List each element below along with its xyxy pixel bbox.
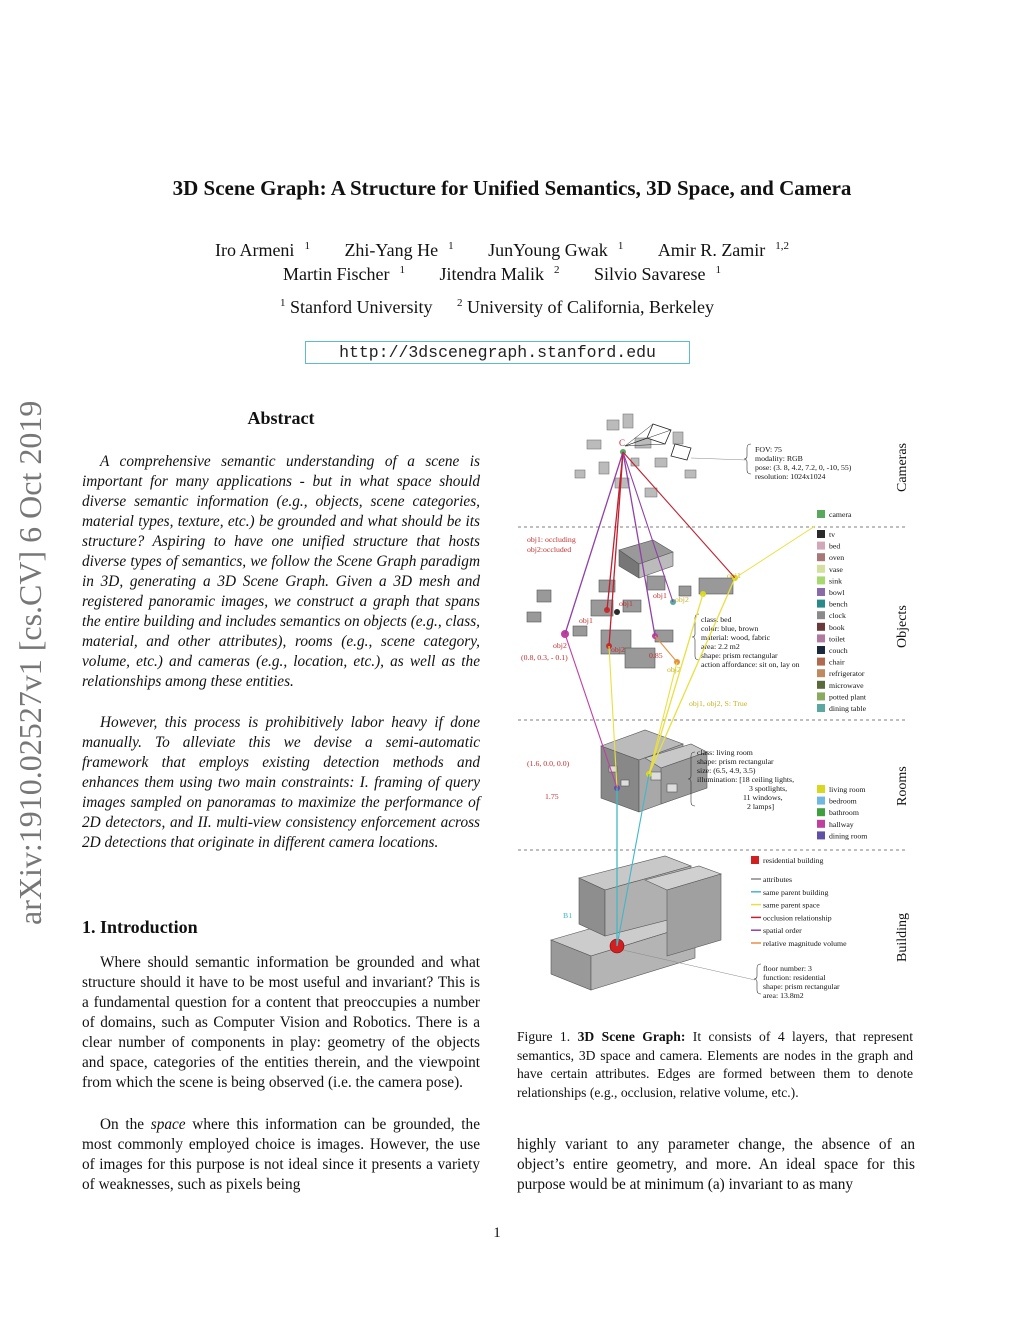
legend-label: bathroom — [829, 808, 859, 818]
legend-swatch — [817, 565, 825, 573]
layer-label-rooms: Rooms — [895, 766, 910, 806]
author-line-1 — [0, 240, 994, 261]
edge-legend — [751, 875, 847, 948]
room-attr: 11 windows, — [743, 793, 783, 802]
abstract-heading: Abstract — [247, 408, 315, 428]
legend-label: sink — [829, 576, 842, 586]
legend-swatch — [817, 576, 825, 584]
legend-swatch — [817, 588, 825, 596]
object-label: obj1 — [579, 616, 593, 625]
page-number: 1 — [493, 1225, 501, 1241]
legend-swatch — [817, 553, 825, 561]
object-label: obj1 — [653, 591, 667, 600]
object-label: obj2 — [675, 595, 689, 604]
legend-swatch — [817, 797, 825, 805]
room-legend — [817, 785, 867, 840]
room-attr: shape: prism rectangular — [697, 757, 774, 766]
legend-swatch — [817, 808, 825, 816]
legend-label: dining table — [829, 704, 867, 713]
legend-swatch — [817, 623, 825, 631]
object-label: obj2 — [611, 645, 625, 654]
camera-node-label: C — [619, 438, 626, 448]
author: Iro Armeni $^1$ — [214, 240, 310, 260]
building-attr: floor number: 3 — [763, 964, 812, 973]
object-label: obj1 — [619, 599, 633, 608]
legend-label: relative magnitude volume — [763, 939, 847, 948]
legend-label: clock — [829, 611, 846, 621]
room-attr: class: living room — [697, 748, 753, 757]
room-attr: illumination: [18 ceiling lights, — [697, 775, 795, 784]
legend-label: same parent space — [763, 900, 820, 910]
legend-swatch — [817, 600, 825, 608]
legend-swatch — [817, 646, 825, 654]
room-attr: 2 lamps] — [747, 802, 775, 811]
object-attr: area: 2.2 m2 — [701, 642, 740, 651]
legend-label: vase — [829, 564, 843, 574]
building-attr: shape: prism rectangular — [763, 982, 840, 991]
legend-swatch — [817, 634, 825, 642]
legend-label: book — [829, 622, 845, 632]
legend-label: same parent building — [763, 887, 829, 897]
affiliations — [0, 297, 994, 318]
author: Martin Fischer $^1$ — [283, 264, 405, 284]
affiliation: $^2$ University of California, Berkeley — [457, 297, 714, 317]
legend-label: tv — [829, 530, 836, 539]
camera-attr: modality: RGB — [755, 454, 803, 463]
legend-label: attributes — [763, 875, 793, 884]
object-label: obj2 — [553, 641, 567, 650]
legend-swatch — [817, 704, 825, 712]
object-coords: (0.8, 0.3, - 0.1) — [521, 653, 568, 662]
legend-swatch — [817, 658, 825, 666]
legend-label: bowl — [829, 588, 845, 597]
object-label: obj2 — [667, 665, 681, 674]
legend-label: bedroom — [829, 796, 857, 806]
legend-swatch — [817, 542, 825, 550]
legend-label: occlusion relationship — [763, 913, 832, 923]
camera-attr: FOV: 75 — [755, 445, 782, 454]
legend-label: potted plant — [829, 692, 867, 702]
camera-attr: resolution: 1024x1024 — [755, 472, 826, 481]
object-label: obj1 — [727, 571, 741, 580]
author: Amir R. Zamir $^{1,2}$ — [657, 240, 790, 260]
legend-swatch — [817, 692, 825, 700]
legend-swatch — [817, 785, 825, 793]
layer-label-cameras: Cameras — [895, 443, 910, 492]
object-legend — [817, 530, 867, 713]
scene-graph-figure — [515, 400, 915, 1015]
legend-label: couch — [829, 646, 848, 655]
intro-paragraph-right-column: highly variant to any parameter change, the absence of an object’s entire geometry, and more. An ideal space for this purpose would be at minimum (a) invariant to as many — [517, 1136, 915, 1193]
object-attr: material: wood, fabric — [701, 633, 771, 642]
abstract-paragraph-2: However, this process is prohibitively labor heavy if done manually. To alleviate this we devise a semi-automatic framework that employs existing detection methods and enhances them using two main constraints: I. framing of query images sampled on panoramas to maximize the performance of 2D detectors, and II. multi-view consistency enforcement across 2D detections that originate in different camera locations. — [82, 714, 480, 851]
author: JunYoung Gwak $^1$ — [488, 240, 624, 260]
object-attr: shape: prism rectangular — [701, 651, 778, 660]
legend-building: residential building — [763, 856, 824, 865]
room-coords: (1.6, 0.0, 0.0) — [527, 759, 570, 768]
legend-camera: camera — [829, 510, 852, 519]
author-line-2 — [0, 264, 994, 285]
building-layer-scene — [551, 856, 721, 990]
legend-label: bench — [829, 599, 848, 609]
legend-label: bed — [829, 541, 841, 551]
legend-label: microwave — [829, 680, 864, 690]
layer-label-building: Building — [895, 912, 910, 962]
legend-swatch — [817, 820, 825, 828]
room-attr: 3 spotlights, — [749, 784, 788, 793]
intro-paragraph-1: Where should semantic information be grounded and what structure should it have to be most useful and invariant? This is a fundamental question for a content that preoccupies a number of domains, such as Computer Vision and Robotics. There is a clear number of components in play: geometry of the objects and space, categories of the entities therein, and the viewpoint from which the scene is being observed (i.e. the camera pose). — [82, 954, 480, 1091]
spatial-relation-label: obj1, obj2, S: True — [689, 699, 748, 708]
object-attr: action affordance: sit on, lay on — [701, 660, 800, 669]
room-ratio: 1.75 — [545, 792, 559, 801]
paper-title: 3D Scene Graph: A Structure for Unified Semantics, 3D Space, and Camera — [172, 176, 852, 200]
author: Zhi-Yang He $^1$ — [344, 240, 454, 260]
building-attr: function: residential — [763, 973, 826, 982]
affiliation: $^1$ Stanford University — [280, 297, 433, 317]
legend-swatch — [817, 669, 825, 677]
object-attr: class: bed — [701, 615, 732, 624]
legend-label: living room — [829, 785, 866, 794]
object-attr: color: blue, brown — [701, 624, 759, 633]
intro-paragraph-2: On the space where this information can be grounded, the most commonly employed choice is images. However, the use of images for this purpose is not ideal since it presents a variety of weaknesses, such as pixels being — [82, 1116, 480, 1193]
building-node-label: B1 — [563, 911, 573, 920]
building-attr: area: 13.8m2 — [763, 991, 804, 1000]
layer-label-objects: Objects — [895, 605, 910, 648]
magnitude-label: 0.85 — [649, 651, 663, 660]
legend-swatch — [751, 856, 759, 864]
section-heading-introduction: 1. Introduction — [82, 917, 198, 937]
arxiv-identifier: arXiv:1910.02527v1 [cs.CV] 6 Oct 2019 — [12, 400, 48, 925]
legend-label: toilet — [829, 634, 846, 644]
occlusion-label: obj2:occluded — [527, 545, 572, 554]
legend-label: spatial order — [763, 926, 802, 936]
legend-swatch — [817, 831, 825, 839]
author: Silvio Savarese $^1$ — [593, 264, 721, 284]
occlusion-label: obj1: occluding — [527, 535, 576, 544]
legend-swatch — [817, 530, 825, 538]
room-attr: size: (6.5, 4.9, 3.5) — [697, 766, 756, 775]
figure-caption: Figure 1. 3D Scene Graph: It consists of 4 layers, that represent semantics, 3D space and camera. Elements are nodes in the graph and have certain attributes. Edges are formed between them to denote relationships (e.g., occlusion, relative volume, etc.). — [517, 1029, 913, 1100]
abstract-paragraph-1: A comprehensive semantic understanding of a scene is important for many applications - but in what space should diverse semantic information (e.g., objects, scene categories, material types, texture, etc.) be grounded and what should be its structure? Aspiring to have one unified structure that hosts diverse types of semantics, we follow the Scene Graph paradigm in 3D, generating a 3D Scene Graph. Given a 3D mesh and registered panoramic images, we construct a graph that spans the entire building and includes semantics on objects (e.g., class, material, and other attributes), rooms (e.g., scene category, volume, etc.) and cameras (e.g., location, etc.), as well as the relationships among these entities. — [82, 453, 480, 690]
legend-label: oven — [829, 553, 845, 563]
author: Jitendra Malik $^2$ — [439, 264, 560, 284]
legend-label: dining room — [829, 831, 868, 841]
legend-label: chair — [829, 657, 845, 667]
legend-label: refrigerator — [829, 669, 865, 679]
legend-swatch — [817, 611, 825, 619]
legend-swatch — [817, 681, 825, 689]
legend-label: hallway — [829, 819, 854, 829]
project-url-link[interactable]: http://3dscenegraph.stanford.edu — [305, 341, 690, 364]
camera-attr: pose: (3. 8, 4.2, 7.2, 0, -10, 55) — [755, 463, 852, 472]
legend-swatch — [817, 510, 825, 518]
